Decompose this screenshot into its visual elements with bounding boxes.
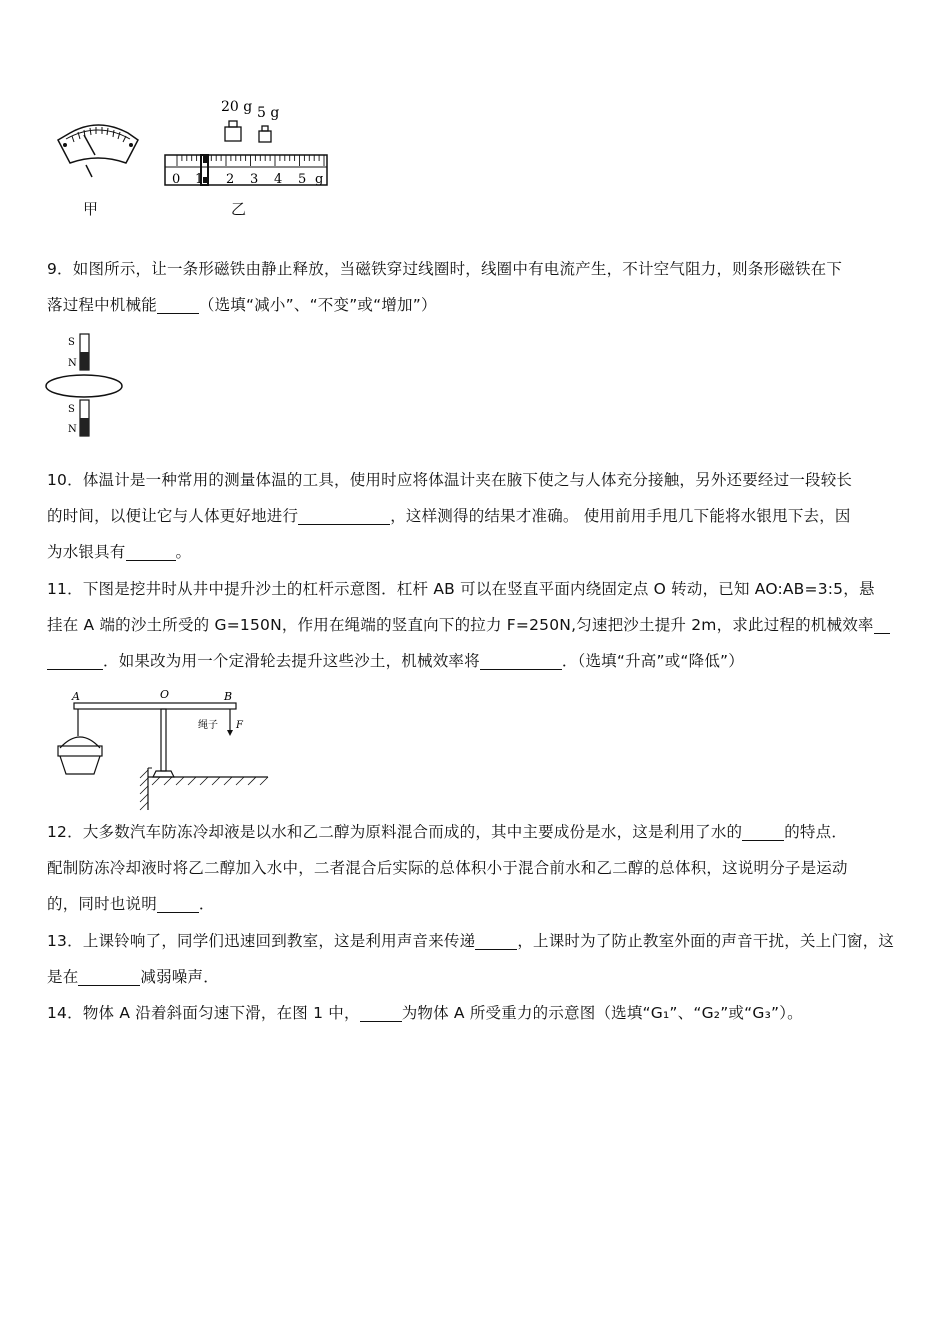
q14-line1 <box>47 995 903 1031</box>
question-11 <box>47 571 903 679</box>
scale-tick-unit: g <box>315 172 324 187</box>
q12-line3 <box>47 886 903 922</box>
q11-line3-a: ．如果改为用一个定滑轮去提升这些沙土，机械效率将 <box>103 652 480 670</box>
q11-line1: 11．下图是挖井时从井中提升沙土的杠杆示意图．杠杆 AB 可以在竖直平面内绕固定点 O 转动，已知 AO:AB=3:5，悬 <box>47 580 875 598</box>
q12-line3-a: 的，同时也说明 <box>47 895 157 913</box>
magnet-bottom-s: S <box>68 404 75 415</box>
scale-tick-4: 4 <box>274 172 283 187</box>
q13-line1-a: 13．上课铃响了，同学们迅速回到教室，这是利用声音来传递 <box>47 932 476 950</box>
q12-answer-blank-2[interactable] <box>157 894 199 913</box>
q9-line1: 9．如图所示，让一条形磁铁由静止释放，当磁铁穿过线圈时，线圈中有电流产生，不计空气阻力，则条形磁铁在下 <box>47 260 843 278</box>
q10-answer-blank-2[interactable] <box>126 542 176 561</box>
magnet-bottom-n: N <box>68 424 77 435</box>
q10-line1: 10．体温计是一种常用的测量体温的工具，使用时应将体温计夹在腋下使之与人体充分接触，另外还要经过一段较长 <box>47 471 853 489</box>
q13-line2 <box>47 959 903 995</box>
magnet-top-s: S <box>68 337 75 348</box>
figure-label-jia: 甲 <box>83 200 99 218</box>
q11-answer-blank-2[interactable] <box>480 651 562 670</box>
q11-answer-blank-1a[interactable] <box>874 615 890 634</box>
weight-20g <box>225 121 241 141</box>
scale-tick-2: 2 <box>226 172 235 187</box>
q9-answer-blank[interactable] <box>157 295 199 314</box>
dial-meter <box>58 125 138 177</box>
pivot-post <box>153 709 174 777</box>
q12-line3-b: ． <box>198 895 215 913</box>
lever-label-o: O <box>160 688 170 701</box>
q10-line3-b: 。 <box>175 543 192 561</box>
q11-answer-blank-1b[interactable] <box>47 651 103 670</box>
q13-line2-b: 减弱噪声． <box>140 968 219 986</box>
weight-20g-label: 20 g <box>221 99 253 115</box>
q13-answer-blank-2[interactable] <box>78 967 140 986</box>
lever-label-rope: 绳子 <box>198 720 218 731</box>
magnet-bottom <box>68 400 89 436</box>
q9-line2-b: （选填“减小”、“不变”或“增加”） <box>198 296 437 314</box>
q10-line2-a: 的时间，以便让它与人体更好地进行 <box>47 507 299 525</box>
scale-tick-1: 1 <box>195 172 204 187</box>
q9-line2 <box>47 287 903 323</box>
q12-line2: 配制防冻冷却液时将乙二醇加入水中，二者混合后实际的总体积小于混合前水和乙二醇的总体积，这说明分子是运动 <box>47 859 848 877</box>
question-10 <box>47 462 903 570</box>
magnet-top <box>68 334 89 370</box>
figure-label-yi: 乙 <box>231 200 247 218</box>
q10-line2 <box>47 498 903 534</box>
q11-line2 <box>47 607 903 643</box>
figure-lever <box>48 686 273 811</box>
q13-answer-blank-1[interactable] <box>475 931 517 950</box>
lever-label-a: A <box>72 690 80 703</box>
q13-line2-a: 是在 <box>47 968 79 986</box>
scale-tick-0: 0 <box>172 172 181 187</box>
question-13 <box>47 923 903 995</box>
question-12 <box>47 814 903 922</box>
q9-line2-a: 落过程中机械能 <box>47 296 157 314</box>
q12-line1-a: 12．大多数汽车防冻冷却液是以水和乙二醇为原料混合而成的，其中主要成份是水，这是利用了水的 <box>47 823 743 841</box>
force-arrow <box>227 730 233 736</box>
q10-line3-a: 为水银具有 <box>47 543 126 561</box>
weight-5g-label: 5 g <box>257 105 280 121</box>
q12-answer-blank-1[interactable] <box>742 822 784 841</box>
q14-answer-blank[interactable] <box>360 1003 402 1022</box>
lever-label-f: F <box>236 720 243 731</box>
q10-line2-b: ，这样测得的结果才准确。 使用前用手甩几下能将水银甩下去，因 <box>390 507 851 525</box>
lever-label-b: B <box>224 690 233 703</box>
q11-line3-b: ．（选填“升高”或“降低”） <box>561 652 744 670</box>
lever-bar <box>74 703 236 709</box>
q14-line1-b: 为物体 A 所受重力的示意图（选填“G₁”、“G₂”或“G₃”）。 <box>401 1004 803 1022</box>
q13-line1 <box>47 923 903 959</box>
q11-line2-text: 挂在 A 端的沙土所受的 G=150N，作用在绳端的竖直向下的拉力 F=250N,匀速把沙土提升 2m，求此过程的机械效率 <box>47 616 874 634</box>
q14-line1-a: 14．物体 A 沿着斜面匀速下滑，在图 1 中， <box>47 1004 360 1022</box>
ground <box>140 768 268 810</box>
scale-tick-5: 5 <box>298 172 307 187</box>
q11-line3 <box>47 643 903 679</box>
q10-line3 <box>47 534 903 570</box>
weight-5g <box>259 126 271 142</box>
coil <box>46 375 122 397</box>
q12-line1 <box>47 814 903 850</box>
bucket <box>58 737 102 774</box>
magnet-top-n: N <box>68 358 77 369</box>
q10-answer-blank-1[interactable] <box>298 506 390 525</box>
scale-tick-3: 3 <box>250 172 259 187</box>
figure-magnet-coil <box>40 330 140 440</box>
q12-line1-b: 的特点． <box>784 823 848 841</box>
question-9 <box>47 251 903 323</box>
scale-ticks <box>177 155 324 166</box>
q13-line1-b: ，上课时为了防止教室外面的声音干扰，关上门窗，这 <box>517 932 895 950</box>
question-14 <box>47 995 903 1031</box>
